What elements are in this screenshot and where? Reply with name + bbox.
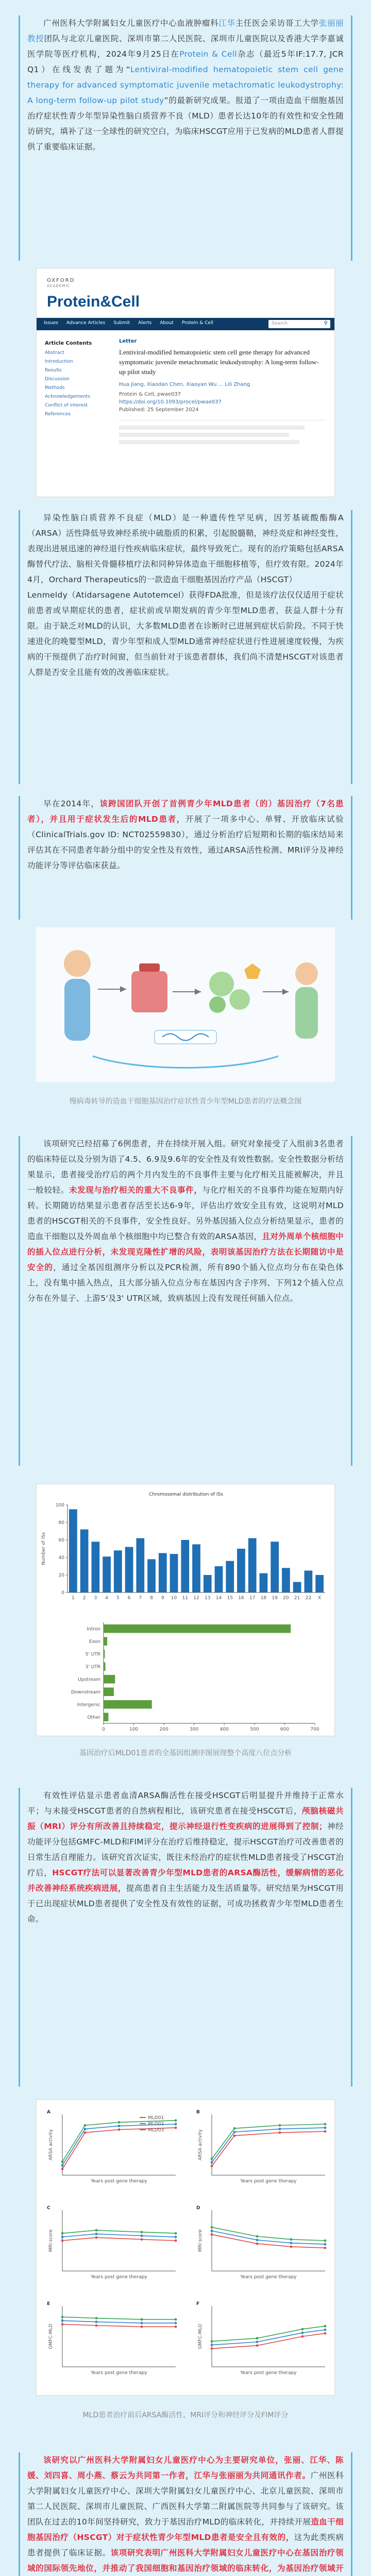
y-axis-label: Number of ISs: [41, 1532, 46, 1565]
trial-paragraph: [27, 796, 344, 873]
bar: [226, 1561, 234, 1592]
data-point: [301, 2332, 304, 2334]
journal-logo: [47, 278, 75, 288]
data-point: [84, 2124, 87, 2127]
team-text-b: 广州医科大学附属妇女儿童医疗中心、深圳大学附属妇女儿童医疗中心、北京儿童医院、深圳市第二人民医院、深圳市儿童医院、广西医科大学第二附属医院等共同参与了该研究。该团队在过去的10年间坚持研究，致力于基因治疗MLD的临床转化，并持续开展: [27, 2471, 344, 2527]
x-axis-label: Years post gene therapy: [240, 2275, 297, 2280]
efficacy-panels: [37, 2100, 335, 2396]
y-tick-label: Exon: [89, 1639, 100, 1645]
data-point: [84, 2131, 87, 2134]
journal-search-placeholder: Search: [272, 321, 288, 326]
bar: [104, 1650, 105, 1658]
data-point: [256, 2243, 259, 2245]
data-point: [95, 2320, 98, 2323]
y-tick-label: Downstream: [71, 1689, 100, 1695]
patient-body-icon: [295, 987, 318, 1039]
x-tick-label: X: [318, 1596, 322, 1601]
data-point: [324, 2325, 327, 2328]
y-axis-label: GMFC-MLD: [198, 2324, 203, 2349]
bar: [104, 1675, 115, 1684]
data-point: [61, 2323, 64, 2326]
data-point: [61, 2232, 64, 2234]
article-doi[interactable]: https://doi.org/10.1093/procel/pwae037: [119, 399, 222, 405]
y-tick-label: 20: [58, 1573, 64, 1578]
bar: [114, 1550, 122, 1592]
data-point: [175, 2127, 177, 2129]
x-axis-label: Years post gene therapy: [240, 2370, 297, 2376]
stem-cell-icon: [209, 996, 226, 1013]
data-point: [290, 2245, 293, 2248]
data-point: [256, 2337, 259, 2340]
bar: [215, 1566, 223, 1592]
article-screenshot: [36, 268, 335, 497]
panel-label: C: [47, 2206, 50, 2211]
data-point: [279, 2128, 281, 2130]
x-axis-label: Years post gene therapy: [240, 2179, 297, 2184]
legend-label: MLD02: [148, 2122, 164, 2127]
intro-paragraph: [27, 15, 344, 155]
data-point: [175, 2119, 177, 2122]
data-point: [233, 2127, 236, 2130]
data-point: [211, 2233, 213, 2236]
series-line: [62, 2230, 176, 2233]
data-point: [175, 2240, 177, 2242]
x-tick-label: 4: [105, 1596, 108, 1601]
data-point: [301, 2335, 304, 2338]
intro-text-c: 团队与北京儿童医院、深圳市第二人民医院、深圳市儿童医院以及香港大学李嘉诚医学院等医疗机构，2024年9月25日在: [27, 34, 344, 59]
intro-text-e: ”的最新研究成果。报道了一项由造血干细胞基因治疗症状性青少年型异染性脑白质营养不良（MLD）患者长达10年的有效性和安全性随访研究，填补了这一全球性的研究空白，为临床HSCGT应用于已发病的MLD患者人群提供了重要临床证据。: [27, 96, 344, 151]
journal-nav-bar: [37, 318, 335, 330]
data-point: [175, 2322, 177, 2325]
data-point: [141, 2326, 143, 2328]
data-point: [118, 2125, 121, 2127]
legend-label: MLD03: [148, 2128, 164, 2133]
x-tick-label: 14: [215, 1596, 222, 1601]
x-tick-label: 8: [150, 1596, 153, 1601]
efficacy-highlight-2: HSCGT疗法可以显著改善青少年型MLD患者的ARSA酶活性，缓解病情的恶化并改善神经系统疾病进展，: [27, 1868, 344, 1893]
x-tick-label: 11: [182, 1596, 188, 1601]
panel-label: A: [47, 2110, 50, 2115]
journal-nav-item[interactable]: Protein & Cell: [181, 320, 213, 326]
data-point: [141, 2231, 143, 2233]
x-tick-label: 0: [102, 1727, 105, 1732]
y-tick-label: 5' UTR: [85, 1652, 100, 1657]
x-tick-label: 20: [283, 1596, 289, 1601]
text-line-placeholder: [119, 433, 289, 437]
x-tick-label: 100: [129, 1727, 139, 1732]
bar: [282, 1568, 290, 1592]
series-line: [62, 2317, 176, 2319]
data-point: [324, 2127, 327, 2129]
x-axis-label: Years post gene therapy: [91, 2179, 147, 2184]
data-point: [324, 2329, 327, 2331]
sidebar-link[interactable]: Abstract: [45, 350, 64, 355]
efficacy-text-b: 神经功能评分包括GMFC-MLD和FIM评分在治疗后维持稳定，提示HSCGT治疗可改善患者的日常生活自理能力。该研究首次证实，既往未经治疗的症状性MLD患者接受了HSCGT治疗后，: [27, 1822, 344, 1877]
series-line: [62, 2320, 176, 2323]
data-point: [256, 2239, 259, 2241]
data-point: [141, 2238, 143, 2241]
y-tick-label: 3' UTR: [85, 1664, 100, 1670]
bar: [170, 1554, 178, 1592]
panel-label: F: [196, 2301, 200, 2307]
efficacy-section: [19, 1788, 352, 2087]
cycle-arrow-icon: [93, 1056, 278, 1068]
data-point: [211, 2340, 213, 2343]
journal-nav-item[interactable]: Alerts: [138, 320, 152, 326]
trial-section: [19, 796, 352, 920]
bar: [192, 1545, 200, 1593]
bar: [104, 1700, 152, 1709]
x-tick-label: 15: [227, 1596, 233, 1601]
sidebar-link[interactable]: Conflict of interest: [45, 403, 88, 408]
data-point: [118, 2128, 121, 2131]
data-point: [211, 2230, 213, 2232]
journal-nav: [44, 320, 213, 326]
data-point: [175, 2236, 177, 2239]
panel-label: B: [196, 2110, 200, 2115]
data-point: [61, 2236, 64, 2239]
data-point: [95, 2229, 98, 2232]
therapy-concept-illustration: [36, 927, 335, 1082]
x-tick-label: 17: [249, 1596, 256, 1601]
bar: [271, 1541, 279, 1592]
sidebar-link[interactable]: Introduction: [45, 359, 73, 364]
bar: [147, 1559, 156, 1592]
sidebar-link[interactable]: Acknowledgements: [45, 394, 90, 399]
article-published: Published: 25 September 2024: [119, 407, 199, 413]
safety-highlight-2: 且对外周单个核细胞中的插入位点进行分析，未发现克隆性扩增的风险，表明该基因治疗方法在长期随访中是安全的: [27, 1232, 344, 1272]
bar: [181, 1540, 189, 1592]
data-point: [233, 2131, 236, 2133]
data-point: [324, 2130, 327, 2133]
journal-nav-item[interactable]: About: [160, 320, 174, 326]
y-axis-label: MRI score: [198, 2229, 203, 2252]
data-point: [175, 2123, 177, 2125]
safety-text-c: ，通过全基因组测序分析以及PCR检测，所有890个插入位点均分布在染色体上，没有集中插入热点，且大部分插入位点分布在基因内含子序列、下列12个插入位点分布在外显子、上游5'及3' UTR区域，致病基因上没有发现任何插入位点。: [27, 1263, 344, 1303]
region-bar-chart: [37, 1615, 335, 1736]
background-section: [19, 510, 352, 784]
bar: [237, 1549, 245, 1592]
bar: [80, 1530, 89, 1592]
x-tick-label: 10: [171, 1596, 177, 1601]
x-tick-label: 200: [159, 1727, 168, 1732]
bar: [159, 1553, 167, 1593]
sidebar-link[interactable]: Discussion: [45, 377, 70, 382]
data-point: [256, 2341, 259, 2343]
efficacy-text-a: 有效性评估显示患者血清ARSA酶活性在接受HSCGT后明显提升并维持于正常水平；与未接受HSCGT患者的自然病程相比，该研究患者在接受HSCGT后，: [27, 1791, 344, 1816]
data-point: [61, 2161, 64, 2163]
data-point: [141, 2318, 143, 2321]
x-tick-label: 1: [72, 1596, 75, 1601]
x-tick-label: 6: [127, 1596, 131, 1601]
data-point: [61, 2168, 64, 2171]
data-point: [84, 2128, 87, 2130]
data-point: [211, 2165, 213, 2167]
sidebar-link[interactable]: References: [45, 412, 71, 417]
y-axis-label: GMFC-MLD: [48, 2324, 54, 2349]
y-tick-label: Other: [87, 1715, 100, 1720]
article-sidebar: [45, 341, 107, 420]
bar: [136, 1538, 144, 1592]
team-highlight-1: 该研究以广州医科大学附属妇女儿童医疗中心为主要研究单位，张丽、江华、陈媛、刘四喜、周小燕、蔡云为共同第一作者，江华与张丽丽为共同通讯作者。: [27, 2455, 344, 2480]
data-point: [233, 2134, 236, 2137]
figure-1-caption: 慢病毒转导的造血干细胞基因治疗症状性青少年型MLD患者的疗法概念图: [69, 1097, 302, 1106]
y-tick-label: 40: [58, 1555, 64, 1561]
data-point: [118, 2121, 121, 2124]
efficacy-paragraph: [27, 1788, 344, 1927]
bar: [104, 1663, 106, 1671]
integration-site-figure: [36, 1484, 335, 1736]
intro-paper-title: Lentiviral-modified hematopoietic stem cell gene therapy for advanced symptomatic juvenile metachromatic leukodystrophy: A long-term follow-up pilot study: [27, 65, 344, 105]
panel-label: E: [47, 2301, 50, 2307]
figure-2-caption: 基因治疗后MLD01患者的全基因组测序图展现整个高度八位点分析: [79, 1749, 292, 1757]
x-tick-label: 16: [238, 1596, 244, 1601]
intro-journal: Protein & Cell: [179, 49, 237, 59]
data-point: [61, 2164, 64, 2167]
bar: [204, 1575, 212, 1592]
bar: [248, 1538, 257, 1592]
x-tick-label: 12: [193, 1596, 199, 1601]
series-line: [212, 2330, 325, 2345]
data-point: [290, 2238, 293, 2241]
data-point: [95, 2233, 98, 2235]
team-highlight-3: 该项研究表明广州医科大学附属妇女儿童医疗中心在基因治疗领域的国际领先地位，并推动了我国细胞和基因治疗领域的临床转化，为基因治疗领域开: [27, 2548, 344, 2573]
data-point: [175, 2232, 177, 2234]
y-axis-label: ARSA activity: [48, 2129, 54, 2161]
therapy-concept-figure: [36, 927, 335, 1082]
background-paragraph-2: Lenmeldy（Atidarsagene Autotemcel）获得FDA批准，但是该疗法仅仅适用于症状前患者或早期症状的患者，症状前或早期发病的青少年型MLD患者，获益人群十分有限。由于缺乏对MLD的认识，大多数MLD患者在诊断时已进展到症状后阶段。不同于快速进化的晚婴型MLD，青少年型和成人型MLD通常神经症状进行性进展速度较慢，为疾病的干预提供了治疗时间窗，但当前针对于该患者群体，我们尚不清楚HSCGT对该患者人群是否安全且能有效的改善临床症状。: [27, 590, 344, 677]
safety-section: [19, 1136, 352, 1466]
data-point: [211, 2347, 213, 2350]
x-tick-label: 700: [310, 1727, 319, 1732]
safety-highlight-1: 未发现与治疗相关的重大不良事件，: [69, 1185, 203, 1195]
bar: [103, 1556, 111, 1592]
x-tick-label: 500: [250, 1727, 259, 1732]
team-paragraph: [27, 2452, 344, 2576]
data-point: [61, 2319, 64, 2322]
article-title: Lentiviral-modified hematopoietic stem cell gene therapy for advanced symptomatic juvenile metachromatic leukodystrophy: A long-term follow-up pilot study: [119, 348, 319, 376]
x-tick-label: 22: [305, 1596, 312, 1601]
article-journal-line: Protein & Cell, pwae037: [119, 392, 181, 397]
y-tick-label: 100: [55, 1503, 64, 1508]
text-line-placeholder: [119, 440, 299, 444]
team-section: [19, 2452, 352, 2576]
data-point: [211, 2158, 213, 2160]
data-point: [141, 2322, 143, 2325]
data-point: [61, 2240, 64, 2242]
journal-nav-item[interactable]: Issues: [44, 320, 58, 326]
trial-text-a: 早在2014年，: [43, 799, 100, 808]
bar: [104, 1637, 107, 1646]
safety-paragraph: [27, 1136, 344, 1306]
data-point: [324, 2243, 327, 2246]
patient-head-icon: [295, 962, 318, 985]
sidebar-link[interactable]: Results: [45, 368, 62, 373]
bar: [293, 1582, 301, 1592]
trial-highlight: 该跨国团队开创了首例青少年MLD患者（的）基因治疗（7名患者），并且用于症状发生后的MLD患者，: [27, 799, 344, 824]
blood-bag-icon: [131, 971, 167, 1012]
journal-title-logo: Protein&Cell: [47, 293, 140, 310]
panel-label: D: [196, 2206, 200, 2211]
series-line: [212, 2128, 325, 2162]
x-tick-label: 3: [94, 1596, 97, 1601]
x-tick-label: 18: [260, 1596, 267, 1601]
bar: [305, 1571, 313, 1593]
y-axis-label: ARSA activity: [198, 2129, 203, 2161]
series-line: [212, 2124, 325, 2159]
data-point: [141, 2234, 143, 2237]
article-authors[interactable]: Hua Jiang, Xiaodan Chen, Xiaoyan Wu ... Lili Zhang: [119, 382, 250, 387]
x-tick-label: 2: [82, 1596, 86, 1601]
series-line: [62, 2324, 176, 2327]
y-tick-label: Intron: [87, 1626, 100, 1632]
data-point: [279, 2131, 281, 2134]
background-paragraph-1: 异染性脑白质营养不良症（MLD）是一种遗传性罕见病，因芳基硫酸酯酶A（ARSA）活性降低导致神经系统中硫脂质的积累，引起脱髓鞘，神经炎症和神经变性，表现出进展迅速的神经退行性疾病临床症状，最终导致死亡。现有的治疗策略包括ARSA酶替代疗法、脑相关骨髓移植疗法和同种异体造血干细胞移植等，但疗效有限。2024年4月，Orchard Therapeutics的一款造血干细胞基因治疗产品（HSCGT）: [27, 513, 344, 584]
intro-text-b: 主任医会采访哥工大学: [235, 19, 319, 28]
intro-name-2: 张丽丽教授: [27, 19, 344, 43]
intro-section: [19, 15, 352, 261]
x-tick-label: 7: [139, 1596, 142, 1601]
text-line-placeholder: [119, 426, 305, 430]
y-tick-label: Intergenic: [77, 1702, 100, 1708]
data-point: [95, 2317, 98, 2319]
x-tick-label: 600: [280, 1727, 290, 1732]
search-icon[interactable]: ⚲: [324, 320, 328, 326]
bar: [260, 1573, 268, 1592]
safety-text-a: 该项研究已经招募了6例患者，并在持续开展入组。研究对象接受了入组前3名患者的临床特征以及分别为语了4.5、6.9及9.6年的安全性及有效性数据。安全性数据分析结果显示，患者接受治疗后的两个月内发生的不良事件主要与化疗相关且能被解决，并且一般较轻。: [27, 1139, 344, 1195]
data-point: [324, 2240, 327, 2242]
data-point: [175, 2318, 177, 2321]
x-tick-label: 21: [294, 1596, 300, 1601]
logo-top-text: OXFORD: [47, 278, 75, 283]
chromosome-bar-chart: [37, 1484, 335, 1613]
data-point: [211, 2344, 213, 2346]
data-point: [256, 2235, 259, 2238]
x-tick-label: 5: [116, 1596, 120, 1601]
data-point: [95, 2236, 98, 2239]
data-point: [279, 2124, 281, 2127]
x-tick-label: 13: [205, 1596, 211, 1601]
trial-text-b: 开展了一项多中心、单臂、开放临床试验（ClinicalTrials.gov ID: NCT02559830），通过分析治疗后短期和长期的临床结局来评估其在不同患者年龄分组中的安全性及有效性，通过ARSA活性检测、MRI评分及神经功能评分等评估临床获益。: [27, 815, 344, 870]
data-point: [175, 2326, 177, 2328]
y-tick-label: 80: [58, 1520, 64, 1526]
dna-badge-icon: [155, 1030, 216, 1044]
sidebar-link[interactable]: Methods: [45, 385, 65, 391]
x-axis-label: Years post gene therapy: [91, 2370, 147, 2376]
bar: [315, 1575, 324, 1592]
bar: [91, 1541, 99, 1592]
efficacy-text-c: 提高患者自主生活能力及生活质量等。研究结果为HSCGT用于已出现症状MLD患者提供了安全性及有效性的证据，可成功拯救青少年型MLD患者生命。: [27, 1884, 344, 1924]
bar: [69, 1510, 77, 1593]
data-point: [256, 2344, 259, 2347]
x-axis-label: Years post gene therapy: [91, 2275, 147, 2280]
intro-text-a: 广州医科大学附属妇女儿童医疗中心血液肿瘤科: [43, 19, 219, 28]
data-point: [95, 2324, 98, 2327]
team-text-c: 这为此类疾病患者提供了临床证据。: [27, 2533, 344, 2557]
blood-bag-cap-icon: [139, 963, 160, 972]
series-line: [62, 2238, 176, 2241]
journal-nav-item[interactable]: Advance Articles: [66, 320, 106, 326]
series-line: [62, 2234, 176, 2237]
bar: [125, 1547, 133, 1592]
stem-cell-icon: [209, 972, 234, 996]
data-point: [301, 2328, 304, 2330]
chart-1-title: Chromosomal distribution of ISs: [149, 1492, 223, 1497]
data-point: [61, 2316, 64, 2318]
safety-text-b: 与化疗相关的不良事件均能在短期内好转。长期随访结果显示患者存活至长达6-9年，评估出疗效安全且有效，这说明对MLD患者的HSCGT相关的不良事件，安全性良好。另外基因插入位点分析结果显示，患者的造血干细胞以及外周血单个核细胞中均已整合有效的ARSA基因，: [27, 1185, 344, 1241]
data-point: [211, 2161, 213, 2164]
x-tick-label: 400: [220, 1727, 229, 1732]
x-tick-label: 300: [190, 1727, 199, 1732]
efficacy-highlight-1: 颅脑核磁共振（MRI）评分有所改善且持续稳定，提示神经退行性变疾病的进展得到了控制；: [27, 1806, 344, 1831]
series-line: [212, 2326, 325, 2342]
bar: [104, 1713, 108, 1722]
data-point: [324, 2247, 327, 2249]
data-point: [324, 2123, 327, 2125]
patient-head-icon: [64, 950, 91, 977]
journal-search[interactable]: [268, 320, 330, 328]
journal-nav-item[interactable]: Submit: [113, 320, 130, 326]
efficacy-figure: [36, 2099, 335, 2396]
y-tick-label: Upstream: [78, 1677, 100, 1683]
data-point: [290, 2242, 293, 2244]
y-tick-label: 60: [58, 1538, 64, 1543]
data-point: [211, 2226, 213, 2229]
data-point: [324, 2332, 327, 2335]
y-axis-label: MRI score: [48, 2229, 54, 2252]
bar: [104, 1688, 114, 1697]
sidebar-heading: Article Contents: [45, 341, 92, 346]
stem-cell-icon: [229, 989, 250, 1010]
figure-3-caption: MLD患者治疗前后ARSA酶活性、MRI评分和神经评分及FIM评分: [82, 2411, 289, 2419]
legend-label: MLD01: [148, 2115, 164, 2121]
y-tick-label: 0: [61, 1590, 64, 1596]
x-tick-label: 19: [272, 1596, 278, 1601]
x-tick-label: 9: [161, 1596, 164, 1601]
bar: [104, 1624, 291, 1633]
article-type: Letter: [119, 338, 137, 344]
intro-text-d: 杂志（最近5年IF:17.7, JCR Q1）在线发表了题为“: [27, 49, 344, 74]
intro-name-1: 江华: [218, 19, 235, 28]
logo-sub-text: ACADEMIC: [47, 284, 71, 288]
patient-body-icon: [64, 979, 90, 1041]
article-main: [119, 338, 325, 444]
virus-icon: [244, 963, 261, 979]
team-highlight-2: 造血干细胞基因治疗（HSCGT）对于症状性青少年型MLD患者是安全且有效的，: [27, 2517, 344, 2542]
